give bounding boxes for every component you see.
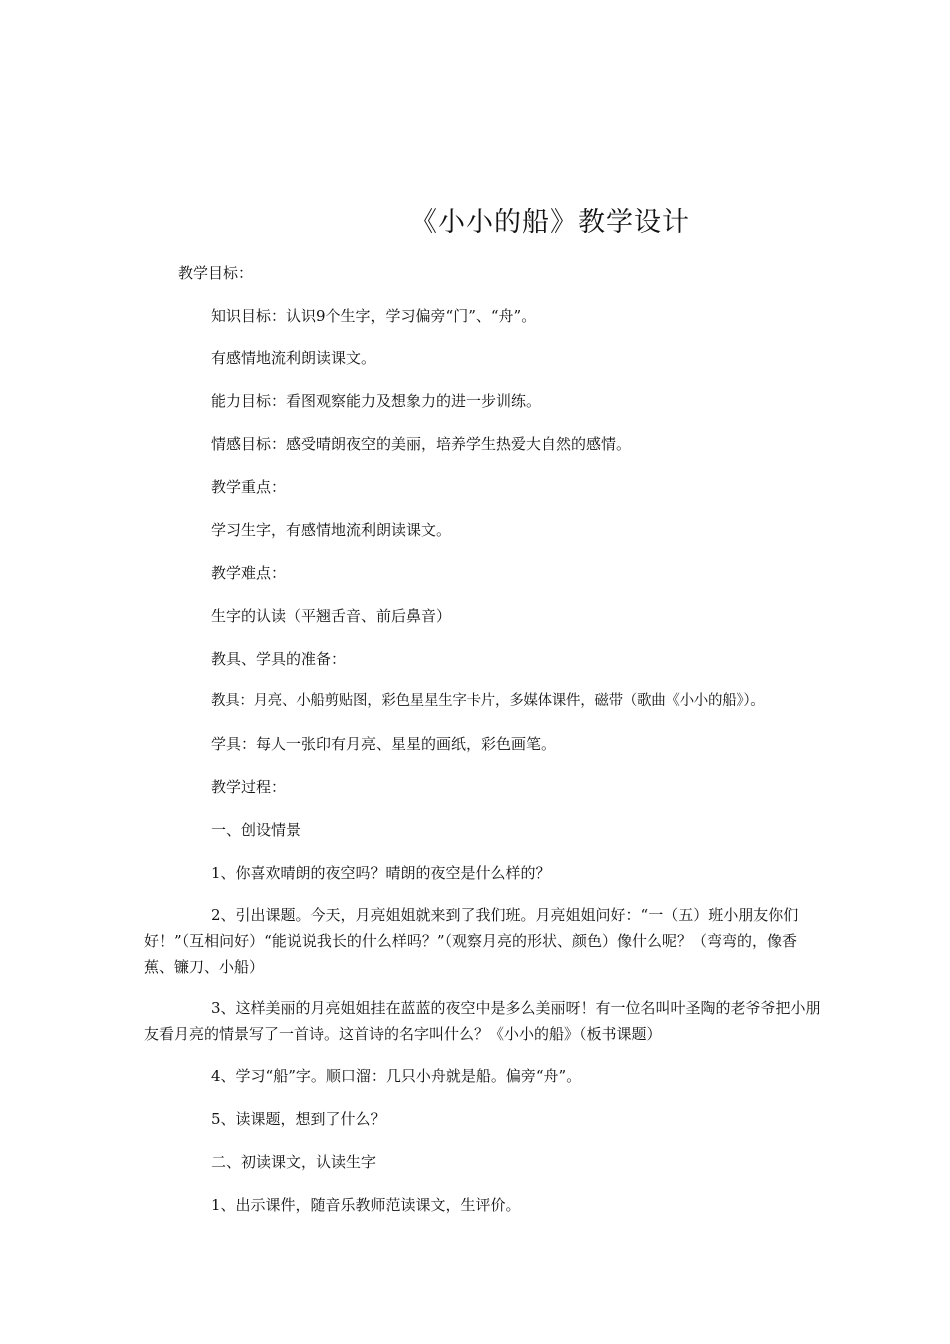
text-line: 教学难点：: [211, 564, 287, 582]
text-line: 情感目标：感受晴朗夜空的美丽，培养学生热爱大自然的感情。: [211, 435, 632, 453]
text-line: 生字的认读（平翘舌音、前后鼻音）: [211, 607, 452, 625]
text-line: 教学重点：: [211, 478, 287, 496]
paragraph: 2、引出课题。今天，月亮姐姐就来到了我们班。月亮姐姐问好：“一（五）班小朋友你们好！”（互相问好）“能说说我长的什么样吗？”（观察月亮的形状、颜色）像什么呢？（弯弯的，像香蕉、镰刀、小船）: [144, 906, 799, 976]
text-line: 教具、学具的准备：: [211, 650, 347, 668]
text-line: 能力目标：看图观察能力及想象力的进一步训练。: [211, 392, 542, 410]
document-title: 《小小的船》教学设计: [410, 207, 690, 238]
text-line: 4、学习“船”字。顺口溜：几只小舟就是船。偏旁“舟”。: [211, 1067, 582, 1085]
text-line: 教具：月亮、小船剪贴图，彩色星星生字卡片，多媒体课件，磁带（歌曲《小小的船》）。: [211, 693, 765, 709]
text-line: 1、你喜欢晴朗的夜空吗？晴朗的夜空是什么样的？: [211, 864, 551, 882]
text-line: 二、初读课文，认读生字: [211, 1153, 377, 1171]
text-line: 一、创设情景: [211, 821, 302, 839]
text-line: 1、出示课件，随音乐教师范读课文，生评价。: [211, 1196, 521, 1214]
text-line: 5、读课题，想到了什么？: [211, 1110, 386, 1128]
text-line: 教学过程：: [211, 778, 287, 796]
text-line: 知识目标：认识9个生字，学习偏旁“门”、“舟”。: [211, 307, 537, 325]
text-line: 有感情地流利朗读课文。: [211, 349, 377, 367]
text-line: 学具：每人一张印有月亮、星星的画纸，彩色画笔。: [211, 735, 557, 753]
text-line: 学习生字，有感情地流利朗读课文。: [211, 521, 452, 539]
paragraph: 3、这样美丽的月亮姐姐挂在蓝蓝的夜空中是多么美丽呀！有一位名叫叶圣陶的老爷爷把小朋友看月亮的情景写了一首诗。这首诗的名字叫什么？《小小的船》（板书课题）: [144, 999, 821, 1043]
text-line: 教学目标：: [178, 264, 254, 282]
